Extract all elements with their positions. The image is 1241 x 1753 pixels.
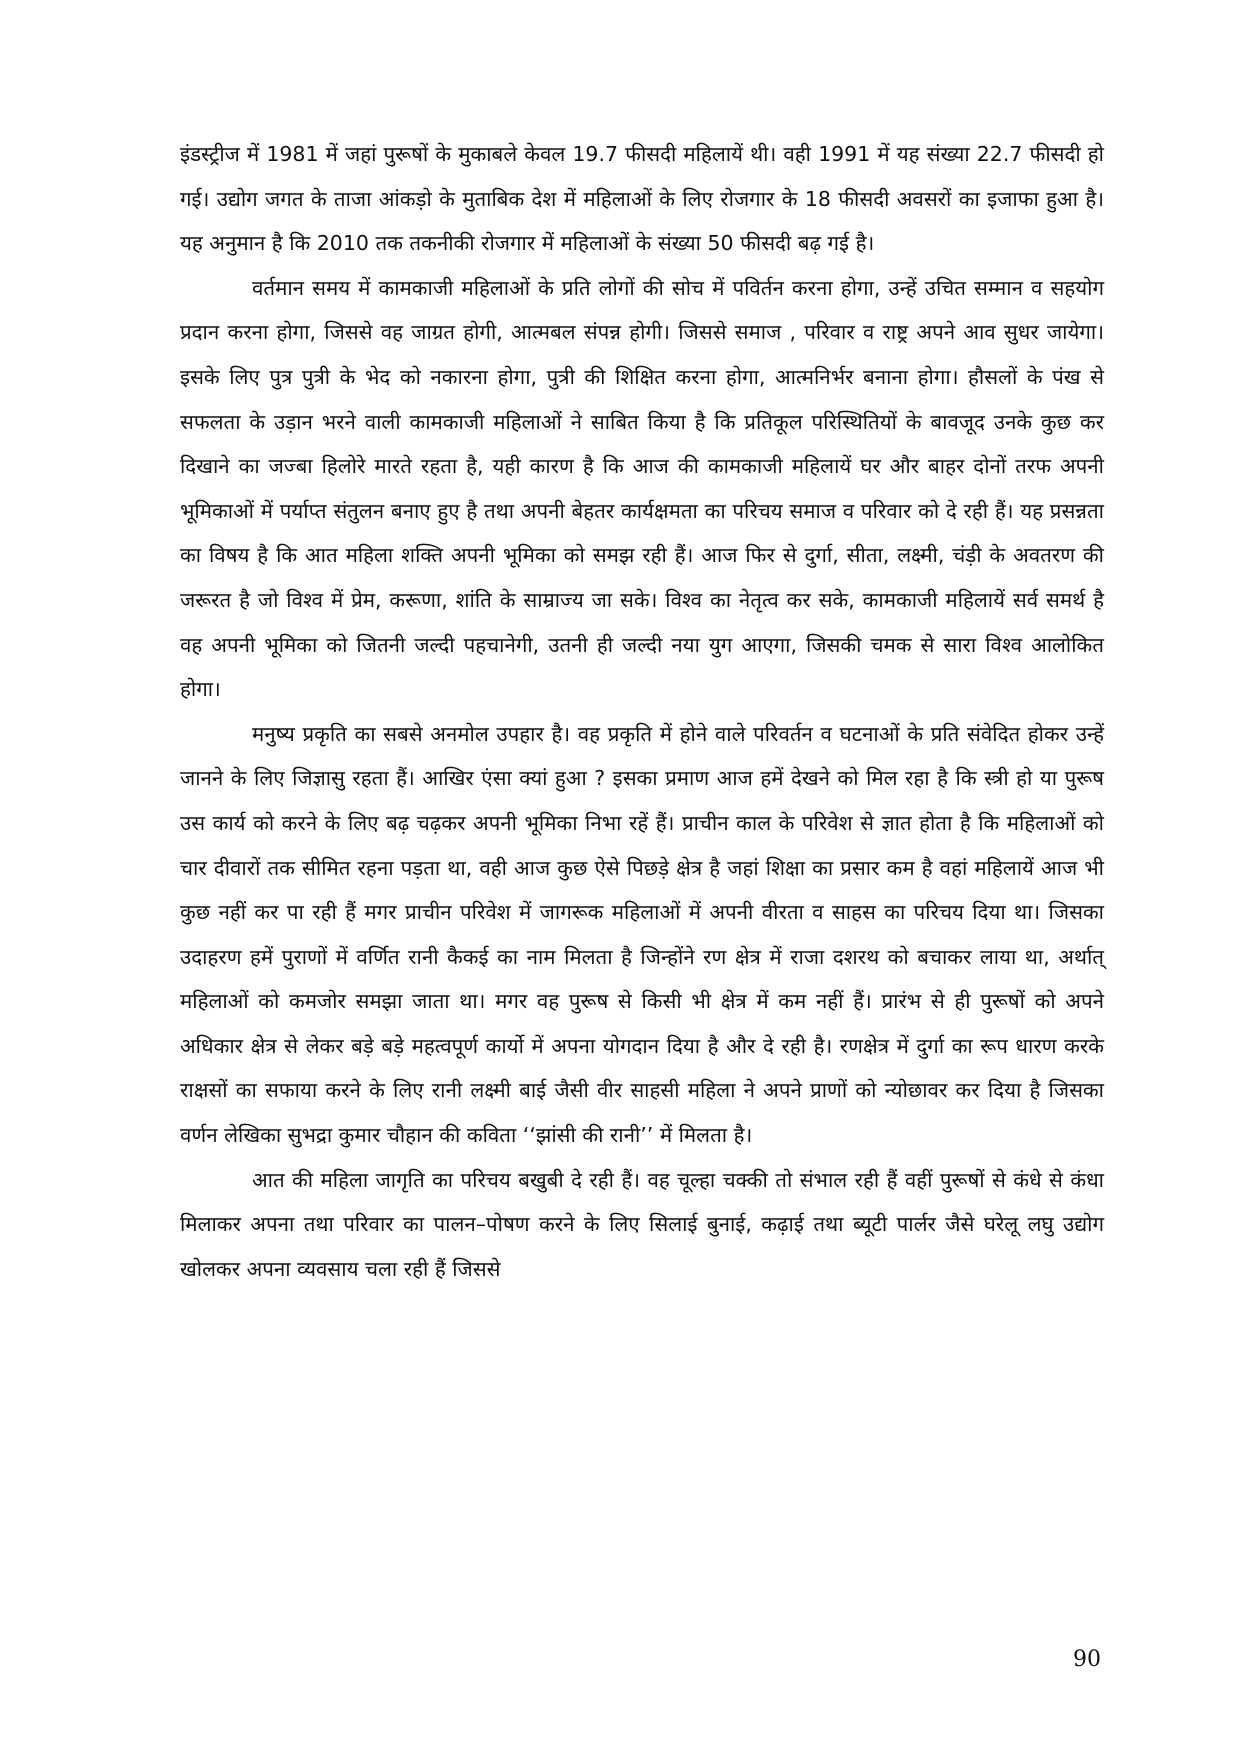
paragraph-human-nature: मनुष्य प्रकृति का सबसे अनमोल उपहार है। वह प्रकृति में होने वाले परिवर्तन व घटनाओं के प्रति संवेदित होकर उन्हें जानने के लिए जिज्ञासु रहता हैं। आखिर एंसा क्यां हुआ ? इसका प्रमाण आज हमें देखने को मिल रहा है कि स्त्री हो या पुरूष उस कार्य को करने के लिए बढ़ चढ़कर अपनी भूमिका निभा रहें हैं। प्राचीन काल के परिवेश से ज्ञात होता है कि महिलाओं को चार दीवारों तक सीमित रहना पड़ता था, वही आज कुछ ऐसे पिछड़े क्षेत्र है जहां शिक्षा का प्रसार कम है वहां महिलायें आज भी कुछ नहीं कर पा रही हैं मगर प्राचीन परिवेश में जागरूक महिलाओं में अपनी वीरता व साहस का परिचय दिया था। जिसका उदाहरण हमें पुराणों में वर्णित रानी कैकई का नाम मिलता है जिन्होंने रण क्षेत्र में राजा दशरथ को बचाकर लाया था, अर्थात् महिलाओं को कमजोर समझा जाता था। मगर वह पुरूष से किसी भी क्षेत्र में कम नहीं हैं। प्रारंभ से ही पुरूषों को अपने अधिकार क्षेत्र से लेकर बड़े बड़े महत्वपूर्ण कार्यो में अपना योगदान दिया है और दे रही है। रणक्षेत्र में दुर्गा का रूप धारण करके राक्षसों का सफाया करने के लिए रानी लक्ष्मी बाई जैसी वीर साहसी महिला ने अपने प्राणों को न्योछावर कर दिया है जिसका वर्णन लेखिका सुभद्रा कुमार चौहान की कविता ‘‘झांसी की रानी’’ में मिलता है। — [180, 721, 1104, 1148]
paragraph-women-awakening: आत की महिला जागृति का परिचय बखुबी दे रही हैं। वह चूल्हा चक्की तो संभाल रही हैं वहीं पुरूषों से कंधे से कंधा मिलाकर अपना तथा परिवार का पालन–पोषण करने के लिए सिलाई बुनाई, कढ़ाई तथा ब्यूटी पार्लर जैसे घरेलू लघु उद्योग खोलकर अपना व्यवसाय चला रही हैं जिससे — [180, 1167, 1104, 1281]
paragraph-industries: इंडस्ट्रीज में 1981 में जहां पुरूषों के मुकाबले केवल 19.7 फीसदी महिलायें थी। वही 1991 में यह संख्या 22.7 फीसदी हो गई। उद्योग जगत के ताजा आंकड़ो के मुताबिक देश में महिलाओं के लिए रोजगार के 18 फीसदी अवसरों का इजाफा हुआ है। यह अनुमान है कि 2010 तक तकनीकी रोजगार में महिलाओं के संख्या 50 फीसदी बढ़ गई है। — [180, 142, 1104, 256]
page-number: 90 — [1073, 1647, 1101, 1672]
body-text — [180, 132, 1104, 1291]
paragraph-working-women: वर्तमान समय में कामकाजी महिलाओं के प्रति लोगों की सोच में पविर्तन करना होगा, उन्हें उचित सम्मान व सहयोग प्रदान करना होगा, जिससे वह जाग्रत होगी, आत्मबल संपन्न होगी। जिससे समाज , परिवार व राष्ट्र अपने आव सुधर जायेगा। इसके लिए पुत्र पुत्री के भेद को नकारना होगा, पुत्री की शिक्षित करना होगा, आत्मनिर्भर बनाना होगा। हौसलों के पंख से सफलता के उड़ान भरने वाली कामकाजी महिलाओं ने साबित किया है कि प्रतिकूल परिस्थितियों के बावजूद उनके कुछ कर दिखाने का जज्बा हिलोरे मारते रहता है, यही कारण है कि आज की कामकाजी महिलायें घर और बाहर दोनों तरफ अपनी भूमिकाओं में पर्याप्त संतुलन बनाए हुए है तथा अपनी बेहतर कार्यक्षमता का परिचय समाज व परिवार को दे रही हैं। यह प्रसन्नता का विषय है कि आत महिला शक्ति अपनी भूमिका को समझ रही हैं। आज फिर से दुर्गा, सीता, लक्ष्मी, चंड़ी के अवतरण की जरूरत है जो विश्व में प्रेम, करूणा, शांति के साम्राज्य जा सके। विश्व का नेतृत्व कर सके, कामकाजी महिलायें सर्व समर्थ है वह अपनी भूमिका को जितनी जल्दी पहचानेगी, उतनी ही जल्दी नया युग आएगा, जिसकी चमक से सारा विश्व आलोकित होगा। — [180, 275, 1104, 702]
